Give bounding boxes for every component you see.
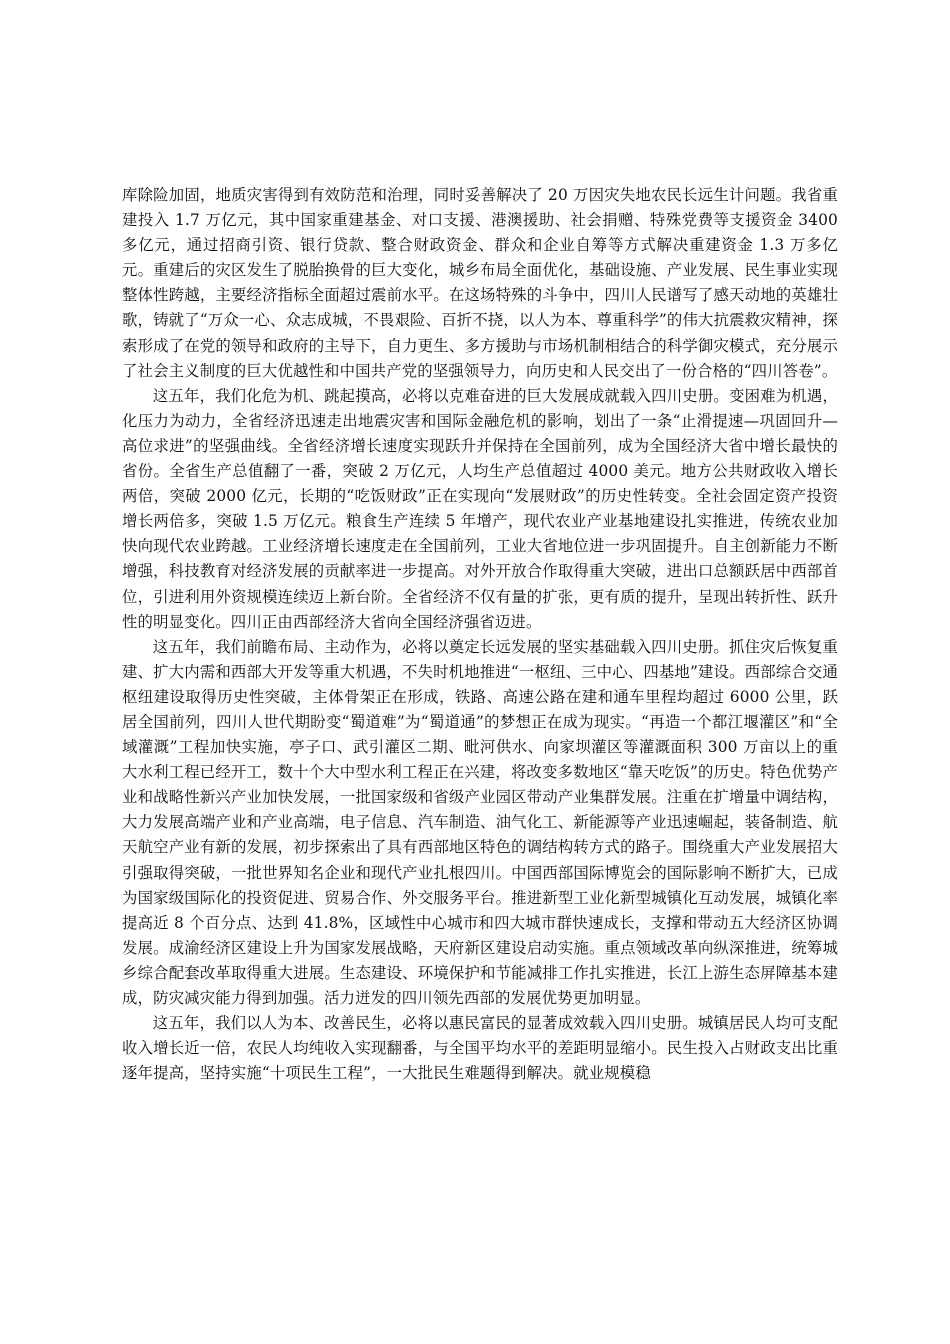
paragraph-1: 库除险加固，地质灾害得到有效防范和治理，同时妥善解决了 20 万因灾失地农民长远生计问题。我省重建投入 1.7 万亿元，其中国家重建基金、对口支援、港澳援助、社会捐赠、特殊党费等支援资金 3400 多亿元，通过招商引资、银行贷款、整合财政资金、群众和企业自筹等方式解决重建资金 1.3 万多亿元。重建后的灾区发生了脱胎换骨的巨大变化，城乡布局全面优化，基础设施、产业发展、民生事业实现整体性跨越，主要经济指标全面超过震前水平。在这场特殊的斗争中，四川人民谱写了感天动地的英雄壮歌，铸就了“万众一心、众志成城，不畏艰险、百折不挠，以人为本、尊重科学”的伟大抗震救灾精神，探索形成了在党的领导和政府的主导下，自力更生、多方援助与市场机制相结合的科学御灾模式，充分展示了社会主义制度的巨大优越性和中国共产党的坚强领导力，向历史和人民交出了一份合格的“四川答卷”。 — [122, 186, 838, 380]
paragraph-2: 这五年，我们化危为机、跳起摸高，必将以克难奋进的巨大发展成就载入四川史册。变困难为机遇，化压力为动力，全省经济迅速走出地震灾害和国际金融危机的影响，划出了一条“止滑提速—巩固回升—高位求进”的坚强曲线。全省经济增长速度实现跃升并保持在全国前列，成为全国经济大省中增长最快的省份。全省生产总值翻了一番，突破 2 万亿元，人均生产总值超过 4000 美元。地方公共财政收入增长两倍，突破 2000 亿元，长期的“吃饭财政”正在实现向“发展财政”的历史性转变。全社会固定资产投资增长两倍多，突破 1.5 万亿元。粮食生产连续 5 年增产，现代农业产业基地建设扎实推进，传统农业加快向现代农业跨越。工业经济增长速度走在全国前列，工业大省地位进一步巩固提升。自主创新能力不断增强，科技教育对经济发展的贡献率进一步提高。对外开放合作取得重大突破，进出口总额跃居中西部首位，引进利用外资规模连续迈上新台阶。全省经济不仅有量的扩张，更有质的提升，呈现出转折性、跃升性的明显变化。四川正由西部经济大省向全国经济强省迈进。 — [122, 386, 838, 631]
document-body — [122, 183, 838, 1086]
paragraph-3: 这五年，我们前瞻布局、主动作为，必将以奠定长远发展的坚实基础载入四川史册。抓住灾后恢复重建、扩大内需和西部大开发等重大机遇，不失时机地推进“一枢纽、三中心、四基地”建设。西部综合交通枢纽建设取得历史性突破，主体骨架正在形成，铁路、高速公路在建和通车里程均超过 6000 公里，跃居全国前列，四川人世代期盼变“蜀道难”为“蜀道通”的梦想正在成为现实。“再造一个都江堰灌区”和“全域灌溉”工程加快实施，亭子口、武引灌区二期、毗河供水、向家坝灌区等灌溉面积 300 万亩以上的重大水利工程已经开工，数十个大中型水利工程正在兴建，将改变多数地区“靠天吃饭”的历史。特色优势产业和战略性新兴产业加快发展，一批国家级和省级产业园区带动产业集群发展。注重在扩增量中调结构，大力发展高端产业和产业高端，电子信息、汽车制造、油气化工、新能源等产业迅速崛起，装备制造、航天航空产业有新的发展，初步探索出了具有西部地区特色的调结构转方式的路子。围绕重大产业发展招大引强取得突破，一批世界知名企业和现代产业扎根四川。中国西部国际博览会的国际影响不断扩大，已成为国家级国际化的投资促进、贸易合作、外交服务平台。推进新型工业化新型城镇化互动发展，城镇化率提高近 8 个百分点、达到 41.8%，区域性中心城市和四大城市群快速成长，支撑和带动五大经济区协调发展。成渝经济区建设上升为国家发展战略，天府新区建设启动实施。重点领域改革向纵深推进，统筹城乡综合配套改革取得重大进展。生态建设、环境保护和节能减排工作扎实推进，长江上游生态屏障基本建成，防灾减灾能力得到加强。活力迸发的四川领先西部的发展优势更加明显。 — [122, 637, 838, 1007]
paragraph-4: 这五年，我们以人为本、改善民生，必将以惠民富民的显著成效载入四川史册。城镇居民人均可支配收入增长近一倍，农民人均纯收入实现翻番，与全国平均水平的差距明显缩小。民生投入占财政支出比重逐年提高，坚持实施“十项民生工程”，一大批民生难题得到解决。就业规模稳 — [122, 1014, 838, 1083]
